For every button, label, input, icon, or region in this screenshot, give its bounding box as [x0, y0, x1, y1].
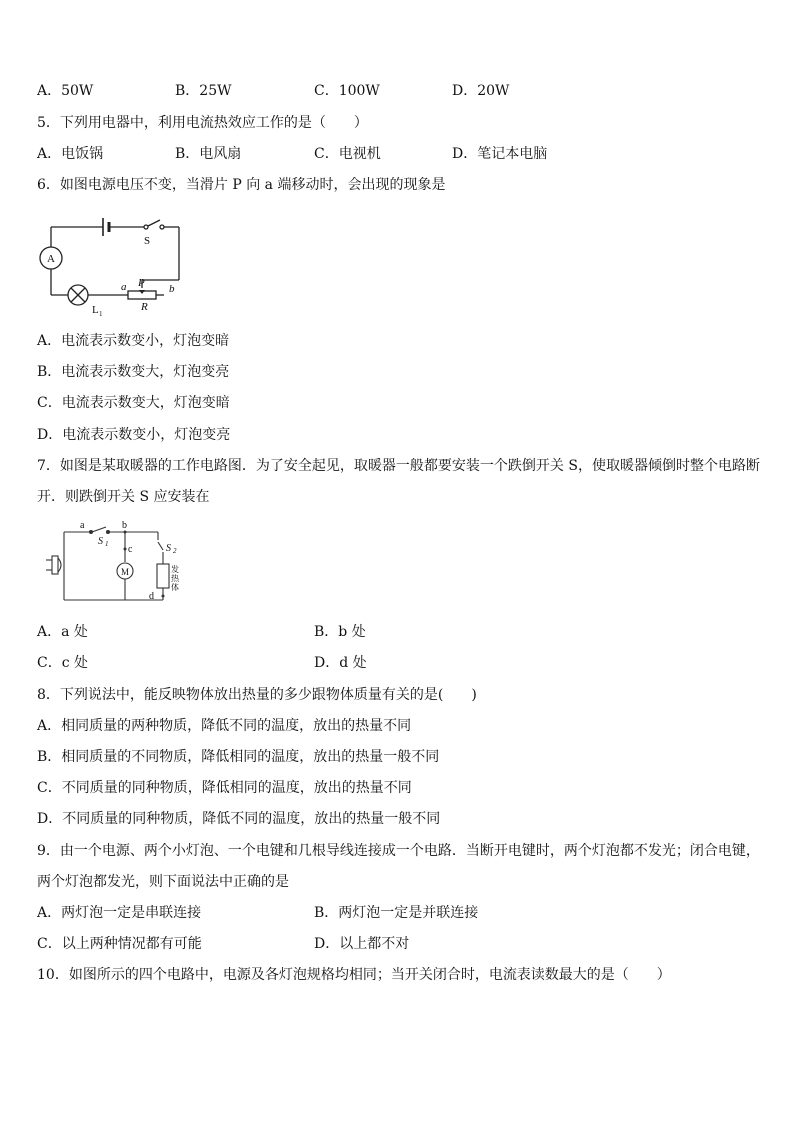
- q7-option-c: C．c 处: [37, 655, 89, 671]
- q6-end-a-label: a: [121, 281, 127, 293]
- q6-stem: 6．如图电源电压不变，当滑片 P 向 a 端移动时，会出现的现象是: [37, 177, 446, 193]
- q8-stem: 8．下列说法中，能反映物体放出热量的多少跟物体质量有关的是( ): [37, 687, 477, 703]
- q7-switch-s1-subscript: 1: [105, 540, 109, 548]
- q4-option-a: A．50W: [37, 83, 94, 99]
- q6-option-b: B．电流表示数变大，灯泡变亮: [37, 364, 230, 380]
- q7-circuit-diagram: [36, 518, 196, 613]
- q6-circuit-diagram: [36, 210, 186, 320]
- q6-lamp-subscript: 1: [99, 310, 103, 318]
- q7-heater-label-2: 热: [171, 574, 179, 583]
- q8-option-d: D．不同质量的同种物质，降低不同的温度，放出的热量一般不同: [37, 811, 441, 827]
- q7-heater-label-3: 体: [171, 583, 179, 592]
- q9-stem-line2: 两个灯泡都发光，则下面说法中正确的是: [37, 874, 289, 890]
- q7-option-d: D．d 处: [314, 655, 367, 671]
- q7-option-a: A．a 处: [37, 624, 88, 640]
- q10-stem: 10．如图所示的四个电路中，电源及各灯泡规格均相同；当开关闭合时，电流表读数最大的是（ ）: [37, 967, 671, 983]
- q6-lamp-label: L: [92, 304, 99, 316]
- q7-stem-line2: 开．则跌倒开关 S 应安装在: [37, 489, 210, 505]
- q7-point-d-label: d: [149, 591, 154, 602]
- q8-option-a: A．相同质量的两种物质，降低不同的温度，放出的热量不同: [37, 718, 412, 734]
- q7-point-b-label: b: [122, 520, 127, 531]
- q6-end-b-label: b: [169, 283, 175, 295]
- q7-stem-line1: 7．如图是某取暖器的工作电路图．为了安全起见，取暖器一般都要安装一个跌倒开关 S，使取暖器倾倒时整个电路断: [37, 458, 760, 474]
- q7-heater-label-1: 发: [171, 565, 179, 574]
- q5-option-c: C．电视机: [314, 146, 381, 162]
- q4-option-b: B．25W: [175, 83, 232, 99]
- q7-option-b: B．b 处: [314, 624, 366, 640]
- q6-ammeter-label: A: [47, 253, 55, 265]
- q9-option-d: D．以上都不对: [314, 936, 410, 952]
- q7-switch-s2-label: S: [166, 543, 171, 554]
- q5-option-a: A．电饭锅: [37, 146, 104, 162]
- q6-resistor-label: R: [141, 301, 148, 313]
- q4-option-c: C．100W: [314, 83, 380, 99]
- q6-option-d: D．电流表示数变小，灯泡变亮: [37, 427, 231, 443]
- q8-option-c: C．不同质量的同种物质，降低相同的温度，放出的热量不同: [37, 780, 412, 796]
- q7-switch-s1-label: S: [98, 536, 103, 547]
- q7-motor-label: M: [121, 567, 130, 577]
- q9-option-a: A．两灯泡一定是串联连接: [37, 905, 202, 921]
- q6-option-c: C．电流表示数变大，灯泡变暗: [37, 395, 230, 411]
- q9-option-c: C．以上两种情况都有可能: [37, 936, 202, 952]
- q7-point-c-label: c: [128, 544, 133, 555]
- q6-option-a: A．电流表示数变小，灯泡变暗: [37, 333, 230, 349]
- q9-stem-line1: 9．由一个电源、两个小灯泡、一个电键和几根导线连接成一个电路．当断开电键时，两个灯泡都不发光；闭合电键，: [37, 843, 760, 859]
- q6-slider-label: P: [138, 277, 145, 289]
- q6-switch-label: S: [144, 235, 151, 247]
- q5-option-b: B．电风扇: [175, 146, 242, 162]
- q7-switch-s2-subscript: 2: [173, 547, 177, 555]
- q8-option-b: B．相同质量的不同物质，降低相同的温度，放出的热量一般不同: [37, 749, 440, 765]
- q9-option-b: B．两灯泡一定是并联连接: [314, 905, 479, 921]
- q4-option-d: D．20W: [452, 83, 510, 99]
- q5-option-d: D．笔记本电脑: [452, 146, 548, 162]
- q5-stem: 5．下列用电器中，利用电流热效应工作的是（ ）: [37, 115, 368, 131]
- q7-point-a-label: a: [80, 520, 85, 531]
